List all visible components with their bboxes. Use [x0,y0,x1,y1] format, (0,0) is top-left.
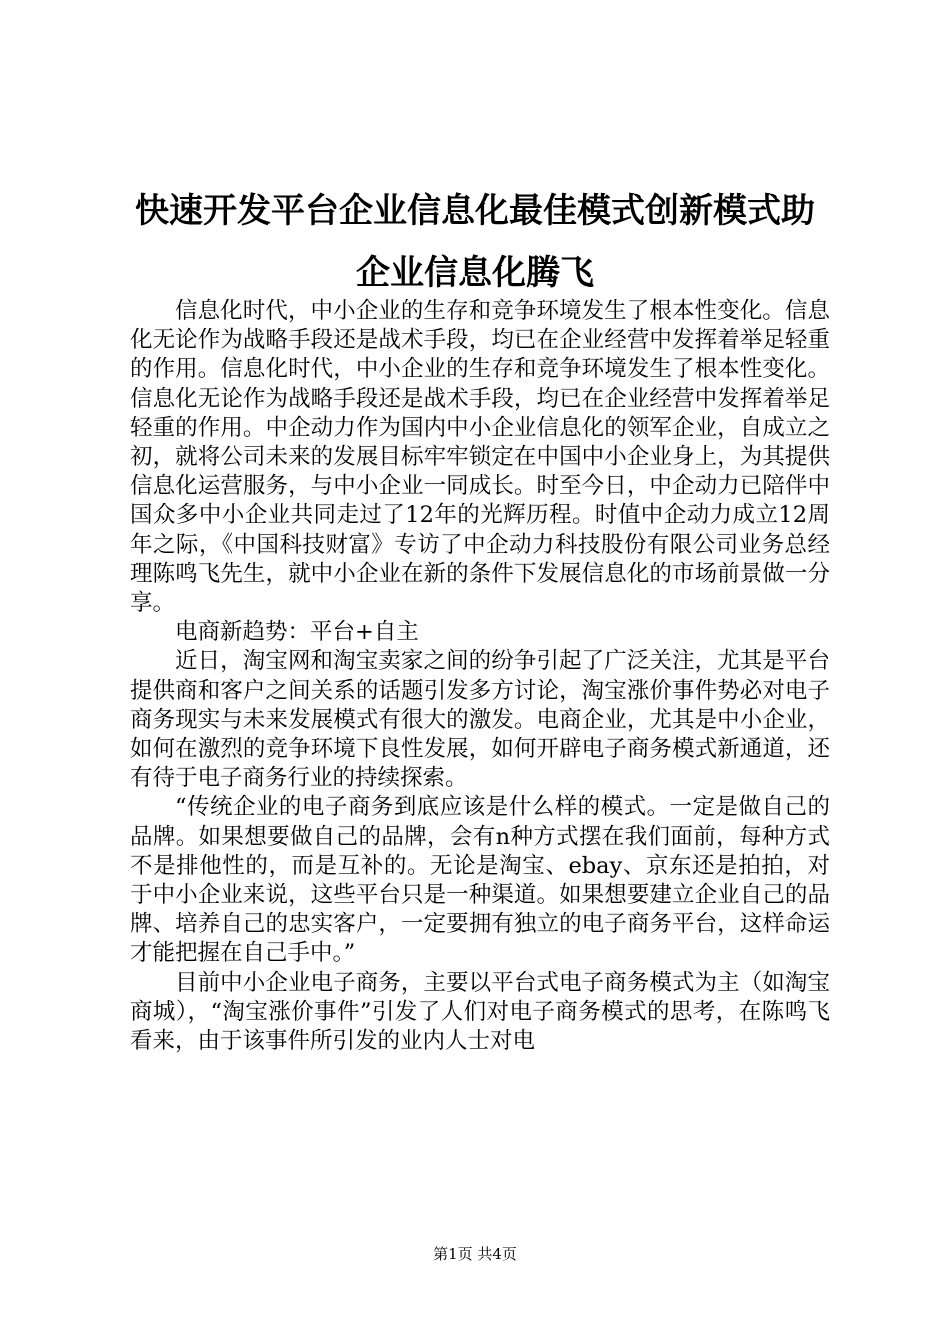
document-body [130,297,830,1056]
document-title: 快速开发平台企业信息化最佳模式创新模式助企业信息化腾飞 [135,191,815,293]
paragraph-intro: 信息化时代，中小企业的生存和竞争环境发生了根本性变化。信息化无论作为战略手段还是战术手段，均已在企业经营中发挥着举足轻重的作用。信息化时代，中小企业的生存和竞争环境发生了根本性变化。信息化无论作为战略手段还是战术手段，均已在企业经营中发挥着举足轻重的作用。中企动力作为国内中小企业信息化的领军企业，自成立之初，就将公司未来的发展目标牢牢锁定在中国中小企业身上，为其提供信息化运营服务，与中小企业一同成长。时至今日，中企动力已陪伴中国众多中小企业共同走过了12年的光辉历程。时值中企动力成立12周年之际，《中国科技财富》专访了中企动力科技股份有限公司业务总经理陈鸣飞先生，就中小企业在新的条件下发展信息化的市场前景做一分享。 [130,298,830,617]
paragraph-quote: “传统企业的电子商务到底应该是什么样的模式。一定是做自己的品牌。如果想要做自己的品牌，会有n种方式摆在我们面前，每种方式不是排他性的，而是互补的。无论是淘宝、ebay、京东还是拍拍，对于中小企业来说，这些平台只是一种渠道。如果想要建立企业自己的品牌、培养自己的忠实客户，一定要拥有独立的电子商务平台，这样命运才能把握在自己手中。” [130,794,830,967]
page-footer: 第1页 共4页 [433,1245,517,1263]
paragraph-taobao: 近日，淘宝网和淘宝卖家之间的纷争引起了广泛关注，尤其是平台提供商和客户之间关系的话题引发多方讨论，淘宝涨价事件势必对电子商务现实与未来发展模式有很大的激发。电商企业，尤其是中小企业，如何在激烈的竞争环境下良性发展，如何开辟电子商务模式新通道，还有待于电子商务行业的持续探索。 [130,648,830,792]
section-heading: 电商新趋势：平台+自主 [175,619,419,646]
paragraph-current: 目前中小企业电子商务，主要以平台式电子商务模式为主（如淘宝商城），“淘宝涨价事件”引发了人们对电子商务模式的思考，在陈鸣飞看来，由于该事件所引发的业内人士对电 [130,969,830,1055]
